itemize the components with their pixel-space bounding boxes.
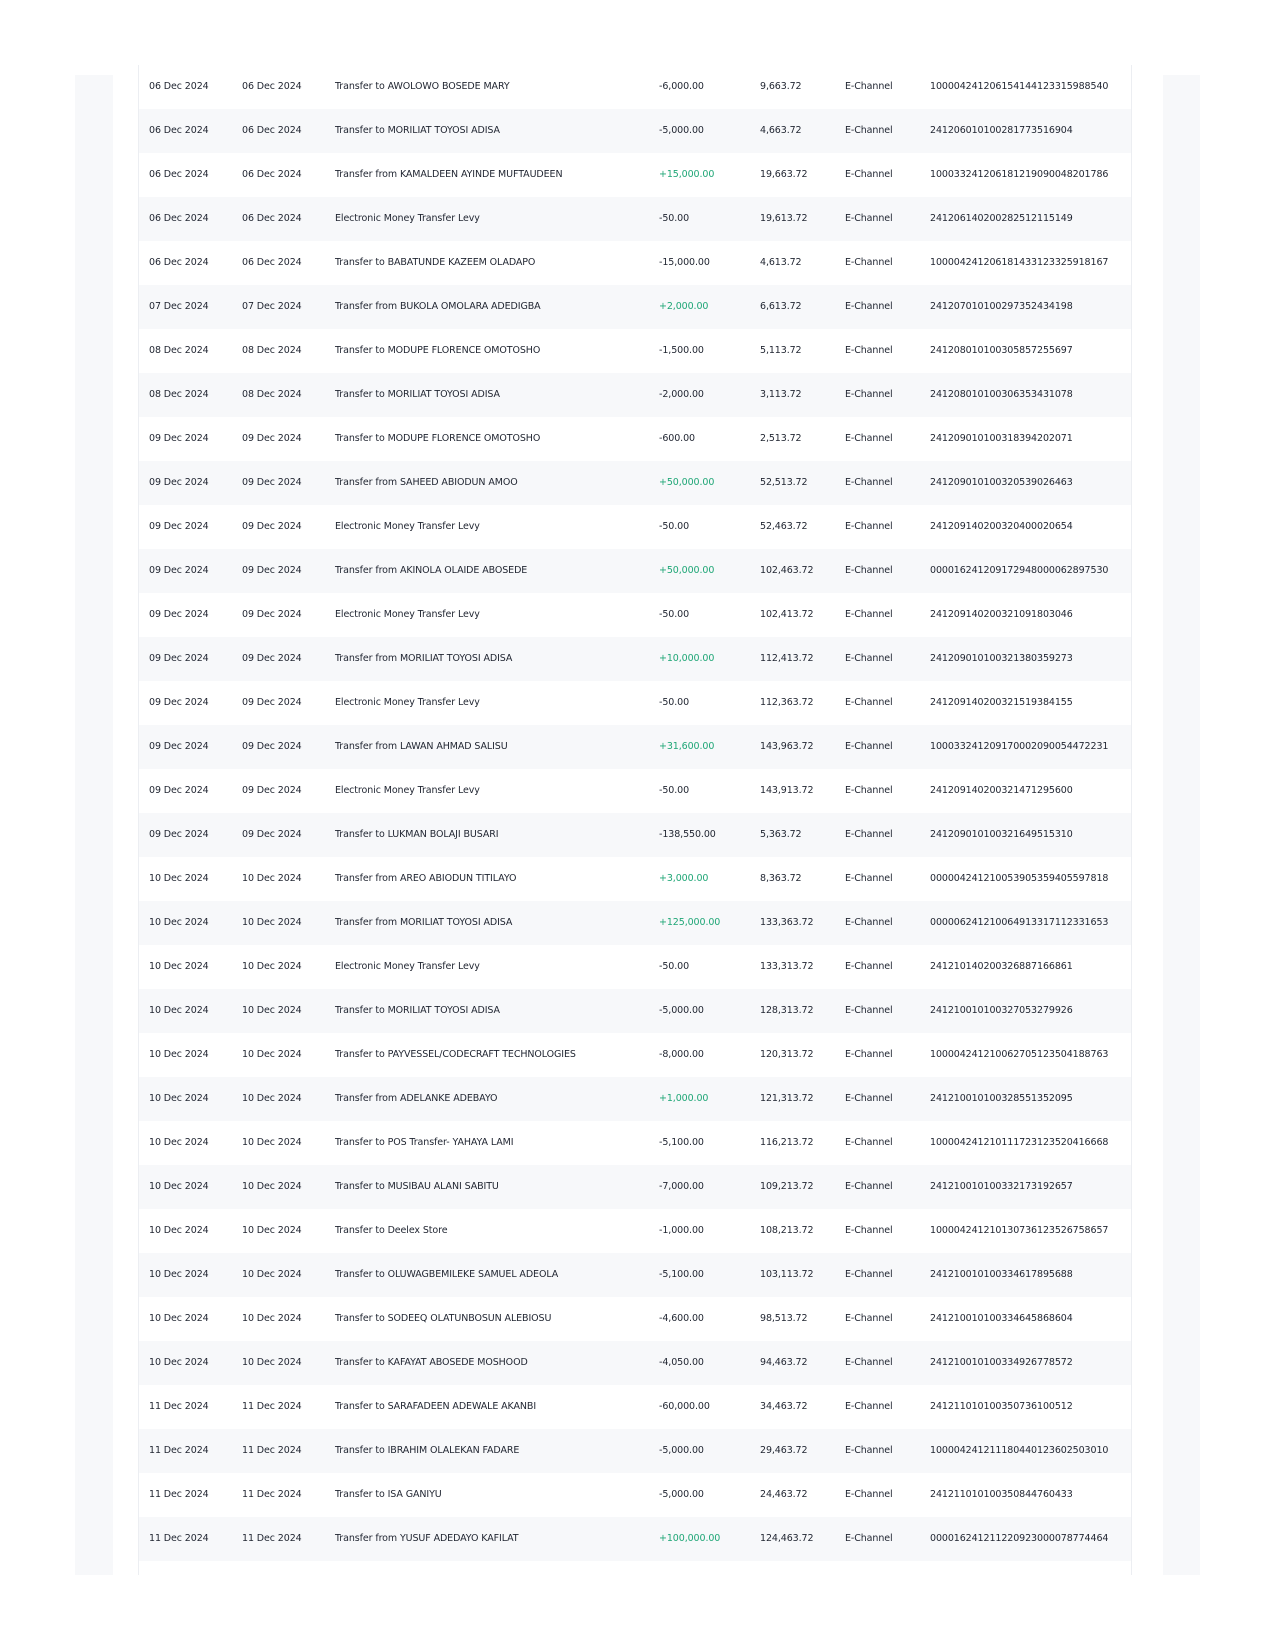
running-balance: 2,513.72 xyxy=(760,433,802,444)
transaction-date: 10 Dec 2024 xyxy=(149,1313,209,1324)
transaction-reference: 000006241210064913317112331653 xyxy=(930,917,1109,928)
value-date: 10 Dec 2024 xyxy=(242,1137,302,1148)
transaction-channel: E-Channel xyxy=(845,1225,893,1236)
transaction-date: 09 Dec 2024 xyxy=(149,565,209,576)
transaction-date: 10 Dec 2024 xyxy=(149,1049,209,1060)
running-balance: 143,963.72 xyxy=(760,741,814,752)
transaction-reference: 100033241209170002090054472231 xyxy=(930,741,1109,752)
transaction-channel: E-Channel xyxy=(845,785,893,796)
transaction-reference: 000004241210053905359405597818 xyxy=(930,873,1109,884)
table-row xyxy=(139,1297,1131,1341)
running-balance: 98,513.72 xyxy=(760,1313,808,1324)
transaction-channel: E-Channel xyxy=(845,1445,893,1456)
transaction-amount: -6,000.00 xyxy=(659,81,704,92)
transaction-amount: -50.00 xyxy=(659,521,690,532)
transaction-reference: 241211010100350844760433 xyxy=(930,1489,1073,1500)
transaction-amount: -5,000.00 xyxy=(659,1005,704,1016)
transaction-description: Transfer from KAMALDEEN AYINDE MUFTAUDEEN xyxy=(335,169,563,180)
transaction-amount: -5,000.00 xyxy=(659,1489,704,1500)
transaction-date: 06 Dec 2024 xyxy=(149,257,209,268)
running-balance: 116,213.72 xyxy=(760,1137,814,1148)
transaction-date: 10 Dec 2024 xyxy=(149,961,209,972)
table-row xyxy=(139,1429,1131,1473)
table-row xyxy=(139,373,1131,417)
value-date: 08 Dec 2024 xyxy=(242,345,302,356)
transaction-channel: E-Channel xyxy=(845,873,893,884)
transaction-date: 09 Dec 2024 xyxy=(149,785,209,796)
transaction-channel: E-Channel xyxy=(845,1313,893,1324)
transaction-channel: E-Channel xyxy=(845,213,893,224)
running-balance: 4,613.72 xyxy=(760,257,802,268)
running-balance: 52,463.72 xyxy=(760,521,808,532)
transaction-description: Transfer to POS Transfer- YAHAYA LAMI xyxy=(335,1137,514,1148)
transaction-description: Transfer to MORILIAT TOYOSI ADISA xyxy=(335,1005,500,1016)
transaction-reference: 241211010100350736100512 xyxy=(930,1401,1073,1412)
running-balance: 133,363.72 xyxy=(760,917,814,928)
running-balance: 102,463.72 xyxy=(760,565,814,576)
value-date: 09 Dec 2024 xyxy=(242,741,302,752)
transaction-description: Transfer from MORILIAT TOYOSI ADISA xyxy=(335,917,513,928)
transaction-reference: 241208010100306353431078 xyxy=(930,389,1073,400)
transaction-reference: 241210010100334645868604 xyxy=(930,1313,1073,1324)
transaction-amount: -50.00 xyxy=(659,785,690,796)
table-row xyxy=(139,1165,1131,1209)
transaction-channel: E-Channel xyxy=(845,653,893,664)
table-row xyxy=(139,1253,1131,1297)
transaction-reference: 241210010100334617895688 xyxy=(930,1269,1073,1280)
value-date: 09 Dec 2024 xyxy=(242,477,302,488)
transaction-amount: +10,000.00 xyxy=(659,653,715,664)
running-balance: 5,363.72 xyxy=(760,829,802,840)
value-date: 09 Dec 2024 xyxy=(242,565,302,576)
transaction-description: Transfer to ISA GANIYU xyxy=(335,1489,442,1500)
running-balance: 94,463.72 xyxy=(760,1357,808,1368)
value-date: 09 Dec 2024 xyxy=(242,653,302,664)
transaction-table xyxy=(139,65,1131,1561)
transaction-reference: 100004241210062705123504188763 xyxy=(930,1049,1109,1060)
transaction-amount: +1,000.00 xyxy=(659,1093,709,1104)
running-balance: 34,463.72 xyxy=(760,1401,808,1412)
transaction-channel: E-Channel xyxy=(845,829,893,840)
transaction-date: 10 Dec 2024 xyxy=(149,1181,209,1192)
running-balance: 120,313.72 xyxy=(760,1049,814,1060)
transaction-reference: 241208010100305857255697 xyxy=(930,345,1073,356)
transaction-channel: E-Channel xyxy=(845,697,893,708)
transaction-date: 06 Dec 2024 xyxy=(149,213,209,224)
transaction-description: Transfer from AREO ABIODUN TITILAYO xyxy=(335,873,517,884)
transaction-channel: E-Channel xyxy=(845,521,893,532)
table-row xyxy=(139,1033,1131,1077)
running-balance: 8,363.72 xyxy=(760,873,802,884)
transaction-date: 09 Dec 2024 xyxy=(149,741,209,752)
transaction-description: Transfer to MUSIBAU ALANI SABITU xyxy=(335,1181,499,1192)
left-margin-band xyxy=(75,75,113,1575)
table-row xyxy=(139,417,1131,461)
transaction-amount: +2,000.00 xyxy=(659,301,709,312)
transaction-date: 11 Dec 2024 xyxy=(149,1489,209,1500)
transaction-reference: 100004241210130736123526758657 xyxy=(930,1225,1109,1236)
running-balance: 103,113.72 xyxy=(760,1269,814,1280)
transaction-reference: 241209140200321471295600 xyxy=(930,785,1073,796)
transaction-reference: 100004241206154144123315988540 xyxy=(930,81,1109,92)
value-date: 09 Dec 2024 xyxy=(242,609,302,620)
running-balance: 5,113.72 xyxy=(760,345,802,356)
transaction-description: Transfer from MORILIAT TOYOSI ADISA xyxy=(335,653,513,664)
value-date: 06 Dec 2024 xyxy=(242,213,302,224)
transaction-date: 06 Dec 2024 xyxy=(149,125,209,136)
transaction-description: Transfer to AWOLOWO BOSEDE MARY xyxy=(335,81,510,92)
transaction-description: Electronic Money Transfer Levy xyxy=(335,213,480,224)
table-row xyxy=(139,549,1131,593)
value-date: 10 Dec 2024 xyxy=(242,1225,302,1236)
transaction-date: 10 Dec 2024 xyxy=(149,1357,209,1368)
transaction-reference: 241209010100321380359273 xyxy=(930,653,1073,664)
table-row xyxy=(139,65,1131,109)
transaction-channel: E-Channel xyxy=(845,301,893,312)
value-date: 07 Dec 2024 xyxy=(242,301,302,312)
running-balance: 52,513.72 xyxy=(760,477,808,488)
table-row xyxy=(139,109,1131,153)
transaction-reference: 241210010100332173192657 xyxy=(930,1181,1073,1192)
table-row xyxy=(139,989,1131,1033)
value-date: 10 Dec 2024 xyxy=(242,1181,302,1192)
transaction-channel: E-Channel xyxy=(845,1093,893,1104)
transaction-reference: 100004241210111723123520416668 xyxy=(930,1137,1109,1148)
transaction-amount: -1,500.00 xyxy=(659,345,704,356)
value-date: 11 Dec 2024 xyxy=(242,1489,302,1500)
transaction-channel: E-Channel xyxy=(845,477,893,488)
value-date: 11 Dec 2024 xyxy=(242,1445,302,1456)
transaction-channel: E-Channel xyxy=(845,1401,893,1412)
transaction-amount: -138,550.00 xyxy=(659,829,716,840)
transaction-reference: 000016241211220923000078774464 xyxy=(930,1533,1109,1544)
value-date: 06 Dec 2024 xyxy=(242,81,302,92)
value-date: 10 Dec 2024 xyxy=(242,1313,302,1324)
running-balance: 121,313.72 xyxy=(760,1093,814,1104)
running-balance: 29,463.72 xyxy=(760,1445,808,1456)
transaction-channel: E-Channel xyxy=(845,169,893,180)
transaction-date: 07 Dec 2024 xyxy=(149,301,209,312)
transaction-amount: -60,000.00 xyxy=(659,1401,710,1412)
value-date: 09 Dec 2024 xyxy=(242,697,302,708)
transaction-date: 11 Dec 2024 xyxy=(149,1533,209,1544)
right-margin-band xyxy=(1163,75,1200,1575)
running-balance: 19,663.72 xyxy=(760,169,808,180)
transaction-description: Transfer from YUSUF ADEDAYO KAFILAT xyxy=(335,1533,519,1544)
value-date: 10 Dec 2024 xyxy=(242,1049,302,1060)
transaction-description: Transfer from SAHEED ABIODUN AMOO xyxy=(335,477,518,488)
transaction-description: Transfer to MORILIAT TOYOSI ADISA xyxy=(335,389,500,400)
transaction-channel: E-Channel xyxy=(845,81,893,92)
table-row xyxy=(139,1517,1131,1561)
transaction-channel: E-Channel xyxy=(845,257,893,268)
table-row xyxy=(139,285,1131,329)
transaction-amount: -4,600.00 xyxy=(659,1313,704,1324)
running-balance: 102,413.72 xyxy=(760,609,814,620)
running-balance: 112,413.72 xyxy=(760,653,814,664)
transaction-date: 10 Dec 2024 xyxy=(149,1005,209,1016)
transaction-description: Transfer to BABATUNDE KAZEEM OLADAPO xyxy=(335,257,536,268)
transaction-date: 09 Dec 2024 xyxy=(149,653,209,664)
transaction-channel: E-Channel xyxy=(845,1533,893,1544)
transaction-channel: E-Channel xyxy=(845,345,893,356)
transaction-amount: +100,000.00 xyxy=(659,1533,721,1544)
transaction-reference: 100033241206181219090048201786 xyxy=(930,169,1109,180)
table-row xyxy=(139,1077,1131,1121)
value-date: 10 Dec 2024 xyxy=(242,1093,302,1104)
value-date: 09 Dec 2024 xyxy=(242,785,302,796)
transaction-amount: +31,600.00 xyxy=(659,741,715,752)
transaction-date: 06 Dec 2024 xyxy=(149,169,209,180)
value-date: 09 Dec 2024 xyxy=(242,521,302,532)
transaction-channel: E-Channel xyxy=(845,1137,893,1148)
transaction-date: 10 Dec 2024 xyxy=(149,1137,209,1148)
value-date: 10 Dec 2024 xyxy=(242,917,302,928)
transaction-reference: 241207010100297352434198 xyxy=(930,301,1073,312)
transaction-reference: 241210010100334926778572 xyxy=(930,1357,1073,1368)
transaction-reference: 000016241209172948000062897530 xyxy=(930,565,1109,576)
transaction-reference: 241209010100321649515310 xyxy=(930,829,1073,840)
table-row xyxy=(139,197,1131,241)
transaction-channel: E-Channel xyxy=(845,1049,893,1060)
transaction-amount: -5,100.00 xyxy=(659,1269,704,1280)
transaction-amount: +3,000.00 xyxy=(659,873,709,884)
table-row xyxy=(139,1473,1131,1517)
transaction-amount: -50.00 xyxy=(659,961,690,972)
transaction-date: 08 Dec 2024 xyxy=(149,389,209,400)
running-balance: 4,663.72 xyxy=(760,125,802,136)
transaction-amount: -8,000.00 xyxy=(659,1049,704,1060)
transaction-description: Transfer to MORILIAT TOYOSI ADISA xyxy=(335,125,500,136)
transaction-reference: 241209140200321519384155 xyxy=(930,697,1073,708)
transaction-description: Electronic Money Transfer Levy xyxy=(335,785,480,796)
transaction-date: 11 Dec 2024 xyxy=(149,1445,209,1456)
value-date: 10 Dec 2024 xyxy=(242,1269,302,1280)
statement-sheet xyxy=(138,65,1132,1575)
running-balance: 128,313.72 xyxy=(760,1005,814,1016)
transaction-channel: E-Channel xyxy=(845,1181,893,1192)
table-row xyxy=(139,769,1131,813)
transaction-amount: +125,000.00 xyxy=(659,917,721,928)
transaction-date: 09 Dec 2024 xyxy=(149,477,209,488)
transaction-channel: E-Channel xyxy=(845,961,893,972)
transaction-amount: -5,000.00 xyxy=(659,125,704,136)
running-balance: 112,363.72 xyxy=(760,697,814,708)
table-row xyxy=(139,241,1131,285)
transaction-amount: -7,000.00 xyxy=(659,1181,704,1192)
transaction-channel: E-Channel xyxy=(845,1357,893,1368)
value-date: 06 Dec 2024 xyxy=(242,169,302,180)
value-date: 06 Dec 2024 xyxy=(242,125,302,136)
transaction-description: Transfer to IBRAHIM OLALEKAN FADARE xyxy=(335,1445,520,1456)
table-row xyxy=(139,329,1131,373)
transaction-amount: -50.00 xyxy=(659,213,690,224)
transaction-channel: E-Channel xyxy=(845,389,893,400)
running-balance: 143,913.72 xyxy=(760,785,814,796)
running-balance: 133,313.72 xyxy=(760,961,814,972)
transaction-amount: -15,000.00 xyxy=(659,257,710,268)
transaction-amount: -50.00 xyxy=(659,697,690,708)
transaction-description: Transfer to PAYVESSEL/CODECRAFT TECHNOLOGIES xyxy=(335,1049,576,1060)
table-row xyxy=(139,505,1131,549)
running-balance: 109,213.72 xyxy=(760,1181,814,1192)
transaction-channel: E-Channel xyxy=(845,125,893,136)
transaction-reference: 100004241206181433123325918167 xyxy=(930,257,1109,268)
table-row xyxy=(139,153,1131,197)
table-row xyxy=(139,945,1131,989)
transaction-reference: 241206010100281773516904 xyxy=(930,125,1073,136)
transaction-description: Transfer to LUKMAN BOLAJI BUSARI xyxy=(335,829,499,840)
transaction-date: 09 Dec 2024 xyxy=(149,433,209,444)
transaction-amount: -50.00 xyxy=(659,609,690,620)
transaction-date: 10 Dec 2024 xyxy=(149,1093,209,1104)
transaction-description: Transfer to KAFAYAT ABOSEDE MOSHOOD xyxy=(335,1357,528,1368)
transaction-description: Electronic Money Transfer Levy xyxy=(335,961,480,972)
value-date: 10 Dec 2024 xyxy=(242,1357,302,1368)
value-date: 09 Dec 2024 xyxy=(242,433,302,444)
table-row xyxy=(139,901,1131,945)
transaction-amount: -4,050.00 xyxy=(659,1357,704,1368)
transaction-amount: -1,000.00 xyxy=(659,1225,704,1236)
transaction-description: Transfer from ADELANKE ADEBAYO xyxy=(335,1093,498,1104)
transaction-channel: E-Channel xyxy=(845,1005,893,1016)
value-date: 09 Dec 2024 xyxy=(242,829,302,840)
transaction-description: Transfer to OLUWAGBEMILEKE SAMUEL ADEOLA xyxy=(335,1269,559,1280)
transaction-reference: 241210010100328551352095 xyxy=(930,1093,1073,1104)
value-date: 10 Dec 2024 xyxy=(242,1005,302,1016)
transaction-reference: 241206140200282512115149 xyxy=(930,213,1073,224)
transaction-channel: E-Channel xyxy=(845,433,893,444)
value-date: 11 Dec 2024 xyxy=(242,1533,302,1544)
table-row xyxy=(139,725,1131,769)
transaction-date: 09 Dec 2024 xyxy=(149,609,209,620)
table-row xyxy=(139,1341,1131,1385)
running-balance: 9,663.72 xyxy=(760,81,802,92)
transaction-date: 10 Dec 2024 xyxy=(149,917,209,928)
transaction-amount: -5,100.00 xyxy=(659,1137,704,1148)
transaction-date: 09 Dec 2024 xyxy=(149,829,209,840)
transaction-description: Electronic Money Transfer Levy xyxy=(335,697,480,708)
transaction-amount: +50,000.00 xyxy=(659,477,715,488)
transaction-description: Transfer to MODUPE FLORENCE OMOTOSHO xyxy=(335,433,541,444)
transaction-description: Electronic Money Transfer Levy xyxy=(335,609,480,620)
transaction-description: Transfer from LAWAN AHMAD SALISU xyxy=(335,741,508,752)
running-balance: 6,613.72 xyxy=(760,301,802,312)
table-row xyxy=(139,1385,1131,1429)
transaction-reference: 241209010100320539026463 xyxy=(930,477,1073,488)
transaction-date: 06 Dec 2024 xyxy=(149,81,209,92)
transaction-date: 10 Dec 2024 xyxy=(149,1269,209,1280)
transaction-channel: E-Channel xyxy=(845,1489,893,1500)
transaction-date: 11 Dec 2024 xyxy=(149,1401,209,1412)
transaction-date: 09 Dec 2024 xyxy=(149,697,209,708)
running-balance: 3,113.72 xyxy=(760,389,802,400)
running-balance: 124,463.72 xyxy=(760,1533,814,1544)
transaction-date: 08 Dec 2024 xyxy=(149,345,209,356)
transaction-description: Transfer to SARAFADEEN ADEWALE AKANBI xyxy=(335,1401,537,1412)
table-row xyxy=(139,461,1131,505)
transaction-channel: E-Channel xyxy=(845,565,893,576)
running-balance: 24,463.72 xyxy=(760,1489,808,1500)
transaction-date: 09 Dec 2024 xyxy=(149,521,209,532)
transaction-reference: 100004241211180440123602503010 xyxy=(930,1445,1109,1456)
transaction-reference: 241209010100318394202071 xyxy=(930,433,1073,444)
value-date: 11 Dec 2024 xyxy=(242,1401,302,1412)
transaction-reference: 241210140200326887166861 xyxy=(930,961,1073,972)
transaction-channel: E-Channel xyxy=(845,609,893,620)
transaction-description: Transfer from BUKOLA OMOLARA ADEDIGBA xyxy=(335,301,541,312)
transaction-reference: 241209140200320400020654 xyxy=(930,521,1073,532)
transaction-channel: E-Channel xyxy=(845,917,893,928)
transaction-date: 10 Dec 2024 xyxy=(149,1225,209,1236)
transaction-reference: 241210010100327053279926 xyxy=(930,1005,1073,1016)
table-row xyxy=(139,637,1131,681)
table-row xyxy=(139,1209,1131,1253)
transaction-amount: +15,000.00 xyxy=(659,169,715,180)
transaction-channel: E-Channel xyxy=(845,1269,893,1280)
table-row xyxy=(139,857,1131,901)
transaction-description: Transfer to MODUPE FLORENCE OMOTOSHO xyxy=(335,345,541,356)
transaction-description: Electronic Money Transfer Levy xyxy=(335,521,480,532)
table-row xyxy=(139,593,1131,637)
transaction-date: 10 Dec 2024 xyxy=(149,873,209,884)
table-row xyxy=(139,681,1131,725)
transaction-description: Transfer from AKINOLA OLAIDE ABOSEDE xyxy=(335,565,528,576)
running-balance: 108,213.72 xyxy=(760,1225,814,1236)
transaction-amount: -600.00 xyxy=(659,433,695,444)
transaction-reference: 241209140200321091803046 xyxy=(930,609,1073,620)
table-row xyxy=(139,1121,1131,1165)
transaction-amount: +50,000.00 xyxy=(659,565,715,576)
transaction-description: Transfer to Deelex Store xyxy=(335,1225,448,1236)
table-row xyxy=(139,813,1131,857)
transaction-description: Transfer to SODEEQ OLATUNBOSUN ALEBIOSU xyxy=(335,1313,552,1324)
transaction-channel: E-Channel xyxy=(845,741,893,752)
value-date: 06 Dec 2024 xyxy=(242,257,302,268)
transaction-amount: -5,000.00 xyxy=(659,1445,704,1456)
running-balance: 19,613.72 xyxy=(760,213,808,224)
value-date: 10 Dec 2024 xyxy=(242,961,302,972)
value-date: 10 Dec 2024 xyxy=(242,873,302,884)
transaction-amount: -2,000.00 xyxy=(659,389,704,400)
value-date: 08 Dec 2024 xyxy=(242,389,302,400)
